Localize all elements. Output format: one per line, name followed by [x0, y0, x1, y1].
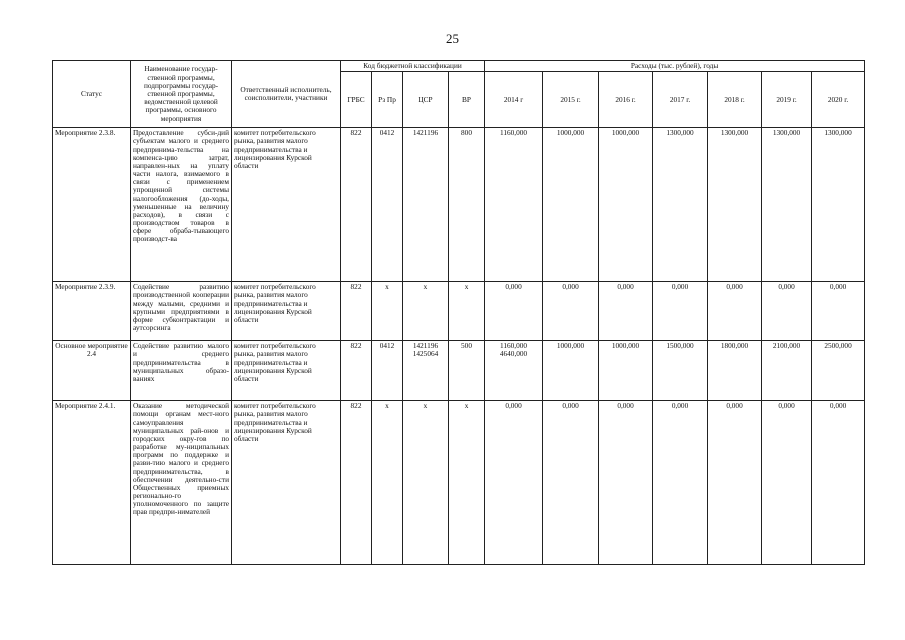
- row-amount-2020: 0,000: [812, 401, 865, 565]
- row-vr: 800: [449, 128, 485, 282]
- row-grbs: 822: [341, 341, 372, 401]
- row-amount-2015: 0,000: [543, 401, 599, 565]
- header-year-2014: 2014 г: [485, 72, 543, 128]
- header-executor: Ответственный исполнитель, соисполнители, участники: [232, 61, 341, 128]
- row-amount-2016: 1000,000: [599, 128, 653, 282]
- row-amount-2014: 0,000: [485, 282, 543, 341]
- row-csr-code: 1421196: [412, 341, 439, 351]
- header-csr: ЦСР: [403, 72, 449, 128]
- row-csr: х: [403, 282, 449, 341]
- row-amount-value: 1160,000: [499, 341, 528, 351]
- row-amount-2019: 0,000: [762, 401, 812, 565]
- row-amount-2016: 0,000: [599, 282, 653, 341]
- row-vr: 500: [449, 341, 485, 401]
- row-grbs: 822: [341, 401, 372, 565]
- row-amount-2017: 0,000: [653, 282, 708, 341]
- page-number: 25: [446, 31, 459, 46]
- header-row-1: [53, 61, 865, 72]
- table-row: [53, 341, 865, 401]
- row-executor: комитет потребительского рынка, развития малого предпринимательства и лицензирования Курской области: [232, 282, 341, 341]
- row-rzpr: 0412: [372, 341, 403, 401]
- header-year-2018: 2018 г.: [708, 72, 762, 128]
- header-vr: ВР: [449, 72, 485, 128]
- header-expense-group: Расходы (тыс. рублей), годы: [485, 61, 865, 72]
- row-amount-2020: 0,000: [812, 282, 865, 341]
- row-amount-2014: 0,000: [485, 401, 543, 565]
- row-amount-2020: 2500,000: [812, 341, 865, 401]
- header-status: Статус: [53, 61, 131, 128]
- row-amount-2017: 1500,000: [653, 341, 708, 401]
- row-amount-2015: 0,000: [543, 282, 599, 341]
- row-status: Мероприятие 2.4.1.: [53, 401, 131, 565]
- row-amount-2019: 1300,000: [762, 128, 812, 282]
- row-amount-2019: 0,000: [762, 282, 812, 341]
- header-code-group: Код бюджетной классификации: [341, 61, 485, 72]
- header-name: Наименование государ-ственной программы, подпрограммы государ-ственной программы, ведомственной целевой программы, основного мероприятия: [131, 61, 232, 128]
- row-amount-2018: 1300,000: [708, 128, 762, 282]
- row-amount-2018: 0,000: [708, 282, 762, 341]
- row-grbs: 822: [341, 128, 372, 282]
- header-year-2015: 2015 г.: [543, 72, 599, 128]
- header-rzpr: Рз Пр: [372, 72, 403, 128]
- table-row: [53, 128, 865, 282]
- row-name: Предоставление субси-дий субъектам малого и среднего предпринима-тельства на компенса-цию затрат, направлен-ных на уплату части налога, взимаемого в связи с применением упрощенной системы налогообложения (до-ходы, уменьшенные на величину расходов), в связи с производством товаров в сфере обраба-тывающего производст-ва: [131, 128, 232, 282]
- row-amount-2014: 1160,000: [485, 128, 543, 282]
- header-year-2020: 2020 г.: [812, 72, 865, 128]
- header-year-2019: 2019 г.: [762, 72, 812, 128]
- row-csr: 1421196: [403, 128, 449, 282]
- row-executor: комитет потребительского рынка, развития малого предпринимательства и лицензирования Курской области: [232, 401, 341, 565]
- row-amount-2015: 1000,000: [543, 341, 599, 401]
- row-rzpr: х: [372, 282, 403, 341]
- budget-table: [52, 60, 865, 565]
- row-amount-2019: 2100,000: [762, 341, 812, 401]
- row-name: Содействие развитию производственной кооперации между малыми, средними и крупными предприятиями в форме субконтрактации и аутсорсинга: [131, 282, 232, 341]
- table-row: [53, 282, 865, 341]
- row-amount-2017: 0,000: [653, 401, 708, 565]
- row-csr: [403, 341, 449, 401]
- header-year-2016: 2016 г.: [599, 72, 653, 128]
- row-executor: комитет потребительского рынка, развития малого предпринимательства и лицензирования Курской области: [232, 341, 341, 401]
- row-rzpr: х: [372, 401, 403, 565]
- row-amount-value: 4640,000: [499, 349, 528, 359]
- row-amount-2018: 1800,000: [708, 341, 762, 401]
- row-amount-2016: 0,000: [599, 401, 653, 565]
- table-row: [53, 401, 865, 565]
- row-amount-2017: 1300,000: [653, 128, 708, 282]
- row-amount-2014: [485, 341, 543, 401]
- header-year-2017: 2017 г.: [653, 72, 708, 128]
- row-vr: х: [449, 282, 485, 341]
- row-csr: х: [403, 401, 449, 565]
- row-amount-2018: 0,000: [708, 401, 762, 565]
- row-status: Мероприятие 2.3.9.: [53, 282, 131, 341]
- row-status: Мероприятие 2.3.8.: [53, 128, 131, 282]
- row-rzpr: 0412: [372, 128, 403, 282]
- row-csr-code: 1425064: [412, 349, 439, 359]
- row-grbs: 822: [341, 282, 372, 341]
- row-amount-2020: 1300,000: [812, 128, 865, 282]
- row-amount-2016: 1000,000: [599, 341, 653, 401]
- row-vr: х: [449, 401, 485, 565]
- row-status: Основное мероприятие 2.4: [53, 341, 131, 401]
- row-name: Содействие развитию малого и среднего предпринимательства в муниципальных образо-ваниях: [131, 341, 232, 401]
- header-grbs: ГРБС: [341, 72, 372, 128]
- row-amount-2015: 1000,000: [543, 128, 599, 282]
- row-executor: комитет потребительского рынка, развития малого предпринимательства и лицензирования Курской области: [232, 128, 341, 282]
- row-name: Оказание методической помощи органам мест-ного самоуправления муниципальных рай-онов и городских окру-гов по разработке му-ниципальных программ по поддержке и разви-тию малого и среднего предпринимательства, в обеспечении деятельно-сти Общественных приемных регионально-го уполномоченного по защите прав предпри-нимателей: [131, 401, 232, 565]
